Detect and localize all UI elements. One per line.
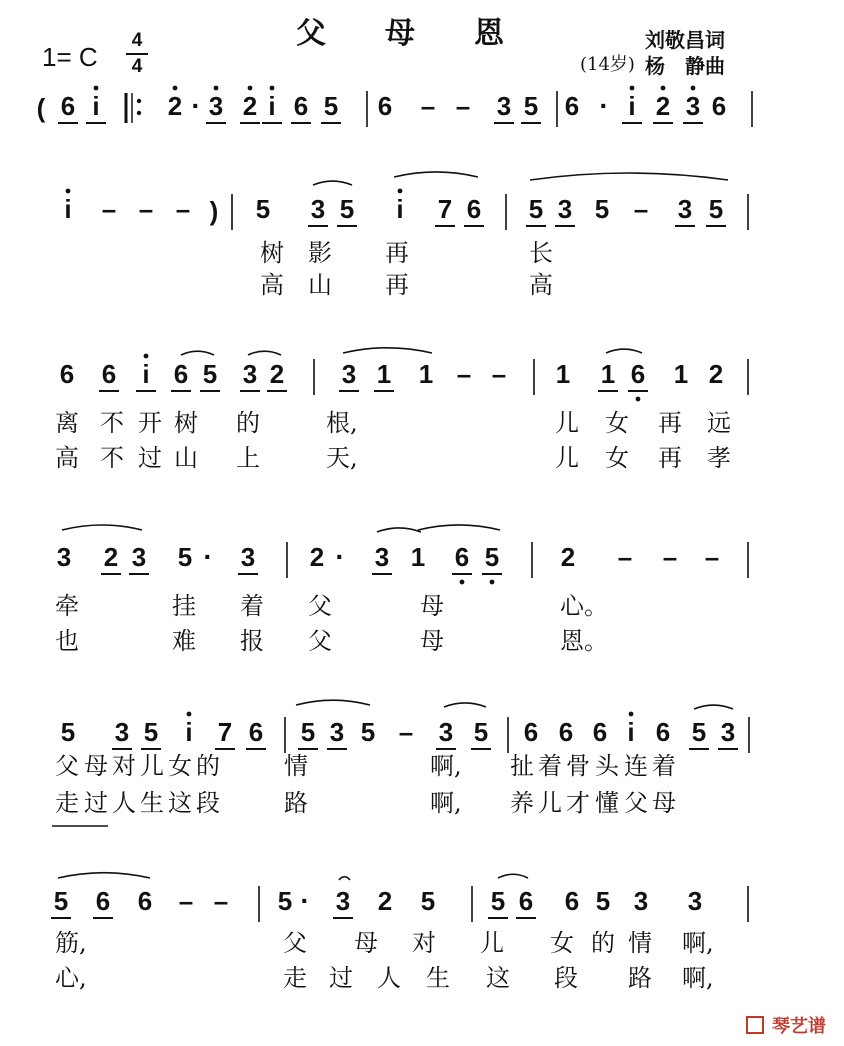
- note: 3: [438, 717, 454, 747]
- lyric-word: 天,: [326, 444, 358, 472]
- lyric-word: 女: [168, 752, 192, 780]
- note: 2: [708, 359, 724, 389]
- note: 5: [300, 717, 316, 747]
- lyric-word: 母: [84, 752, 108, 780]
- lyric-word: 对: [412, 929, 436, 957]
- note: i: [142, 359, 150, 389]
- slur: [62, 525, 142, 530]
- slur: [343, 348, 432, 353]
- lyric-word: 父: [55, 752, 79, 780]
- note: 5: [53, 886, 69, 916]
- lyric-word: 不: [100, 409, 124, 437]
- note: i: [185, 717, 193, 747]
- lyric-word: 上: [236, 444, 260, 472]
- note: 3: [496, 91, 512, 121]
- lyric-word: 筋,: [55, 929, 87, 957]
- repeat-dot: [137, 111, 141, 115]
- note: 5: [691, 717, 707, 747]
- lyric-word: 根,: [326, 409, 358, 437]
- lyric-word: 生: [426, 964, 450, 992]
- note: 5: [339, 194, 355, 224]
- lyric-word: 才: [566, 789, 590, 817]
- watermark-text: 琴艺谱: [772, 1016, 827, 1036]
- title-char: 父: [296, 16, 328, 51]
- note: 3: [114, 717, 130, 747]
- lyric-word: 的: [591, 929, 615, 957]
- note: 1: [376, 359, 392, 389]
- note: 5: [323, 91, 339, 121]
- note: 6: [293, 91, 309, 121]
- lyric-word: 长: [529, 239, 553, 267]
- octave-down-dot: [636, 397, 641, 402]
- sustain-dash: –: [101, 194, 117, 224]
- site-watermark: [746, 1012, 826, 1038]
- lyric-word: 懂: [595, 789, 619, 817]
- sustain-dash: –: [138, 194, 154, 224]
- note: 6: [454, 542, 470, 572]
- note: 3: [557, 194, 573, 224]
- lyric-word: 段: [196, 789, 220, 817]
- sustain-dash: –: [455, 91, 471, 121]
- lyric-word: 连: [624, 752, 648, 780]
- note: 3: [240, 542, 256, 572]
- octave-down-dot: [490, 580, 495, 585]
- note: 5: [528, 194, 544, 224]
- lyric-word: 段: [554, 964, 578, 992]
- slur: [58, 873, 150, 878]
- octave-up-dot: [630, 86, 635, 91]
- note: 5: [490, 886, 506, 916]
- note: 6: [248, 717, 264, 747]
- lyric-word: 路: [284, 789, 308, 817]
- lyric-word: 父: [283, 929, 307, 957]
- lyric-word: 骨: [566, 752, 590, 780]
- octave-up-dot: [187, 712, 192, 717]
- title-char: 母: [385, 16, 417, 51]
- composer-credit: 杨 静曲: [645, 54, 725, 78]
- lyric-word: 头: [595, 752, 619, 780]
- note: 5: [277, 886, 293, 916]
- note: 3: [131, 542, 147, 572]
- slur: [377, 528, 421, 532]
- lyric-word: 女: [605, 444, 629, 472]
- lyric-word: 母: [420, 627, 444, 655]
- lyric-word: 山: [174, 444, 198, 472]
- note: 5: [143, 717, 159, 747]
- lyric-word: 啊,: [430, 752, 462, 780]
- lyric-word: 也: [55, 627, 79, 655]
- octave-up-dot: [66, 189, 71, 194]
- lyric-word: 心。: [560, 592, 608, 620]
- sustain-dash: –: [662, 542, 678, 572]
- note: 2: [103, 542, 119, 572]
- note: 1: [673, 359, 689, 389]
- note: 5: [360, 717, 376, 747]
- octave-up-dot: [629, 712, 634, 717]
- slur: [444, 703, 486, 707]
- lyric-word: 这: [486, 964, 510, 992]
- note: 6: [377, 91, 393, 121]
- lyric-word: 母: [354, 929, 378, 957]
- lyric-word: 养: [510, 789, 534, 817]
- lyric-word: 扯: [510, 752, 534, 780]
- sustain-dash: –: [178, 886, 194, 916]
- time-signature: [126, 30, 148, 78]
- lyric-word: 啊,: [682, 929, 714, 957]
- lyric-word: 啊,: [430, 789, 462, 817]
- lyric-word: 远: [707, 409, 731, 437]
- sustain-dash: –: [213, 886, 229, 916]
- time-signature-top: 4: [131, 30, 143, 51]
- lyric-word: 着: [652, 752, 676, 780]
- note: 2: [560, 542, 576, 572]
- lyric-word: 影: [308, 239, 332, 267]
- note: i: [268, 91, 276, 121]
- octave-up-dot: [214, 86, 219, 91]
- lyric-word: 母: [652, 789, 676, 817]
- note: 3: [208, 91, 224, 121]
- note: 6: [655, 717, 671, 747]
- note: 5: [708, 194, 724, 224]
- slur: [296, 700, 370, 705]
- octave-up-dot: [173, 86, 178, 91]
- sustain-dash: –: [491, 359, 507, 389]
- lyric-word: 开: [138, 409, 162, 437]
- lyric-word: 不: [100, 444, 124, 472]
- lyric-word: 父: [624, 789, 648, 817]
- lyric-word: 儿: [140, 752, 164, 780]
- note: 2: [242, 91, 258, 121]
- lyric-word: 父: [308, 592, 332, 620]
- lyric-word: 过: [138, 444, 162, 472]
- octave-up-dot: [270, 86, 275, 91]
- augmentation-dot: ·: [599, 90, 609, 121]
- lyric-word: 高: [55, 444, 79, 472]
- sustain-dash: –: [633, 194, 649, 224]
- octave-up-dot: [398, 189, 403, 194]
- note: 2: [269, 359, 285, 389]
- lyric-word: 走: [55, 789, 79, 817]
- note: 5: [594, 194, 610, 224]
- note: 3: [677, 194, 693, 224]
- lyric-word: 恩。: [560, 627, 608, 655]
- note: 6: [60, 91, 76, 121]
- note: i: [92, 91, 100, 121]
- lyric-word: 过: [84, 789, 108, 817]
- lyric-word: 过: [329, 964, 353, 992]
- lyric-word: 走: [283, 964, 307, 992]
- note: 2: [377, 886, 393, 916]
- note: 3: [242, 359, 258, 389]
- slur: [694, 705, 733, 709]
- note: 5: [255, 194, 271, 224]
- note: 5: [595, 886, 611, 916]
- lyric-word: 儿: [555, 444, 579, 472]
- note: 3: [687, 886, 703, 916]
- note: 6: [711, 91, 727, 121]
- note: 6: [518, 886, 534, 916]
- augmentation-dot: ·: [335, 541, 345, 572]
- lyric-word: 人: [377, 964, 401, 992]
- note: i: [396, 194, 404, 224]
- lyric-word: 再: [658, 409, 682, 437]
- note: 7: [217, 717, 233, 747]
- lyric-word: 路: [628, 964, 652, 992]
- lyric-word: 再: [658, 444, 682, 472]
- note: i: [64, 194, 72, 224]
- lyric-word: 的: [236, 409, 260, 437]
- lyric-word: 树: [260, 239, 284, 267]
- note: 2: [309, 542, 325, 572]
- note: 3: [335, 886, 351, 916]
- lyric-word: 女: [550, 929, 574, 957]
- lyric-word: 母: [420, 592, 444, 620]
- lyric-word: 情: [628, 929, 652, 957]
- lyric-word: 再: [385, 271, 409, 299]
- lyric-word: 生: [140, 789, 164, 817]
- note: 5: [484, 542, 500, 572]
- augmentation-dot: ·: [203, 541, 213, 572]
- octave-up-dot: [94, 86, 99, 91]
- note: 6: [59, 359, 75, 389]
- note: 6: [630, 359, 646, 389]
- lyric-word: 女: [605, 409, 629, 437]
- note: 6: [523, 717, 539, 747]
- lyric-word: 这: [168, 789, 192, 817]
- octave-up-dot: [144, 354, 149, 359]
- note: 5: [420, 886, 436, 916]
- note: 6: [137, 886, 153, 916]
- note: 3: [633, 886, 649, 916]
- paren: ): [209, 196, 219, 226]
- composer-age: (14岁): [580, 54, 635, 75]
- lyric-word: 高: [529, 271, 553, 299]
- note: 6: [564, 886, 580, 916]
- lyric-word: 挂: [172, 592, 196, 620]
- logo-icon: [746, 1016, 764, 1034]
- title-char: 恩: [474, 16, 506, 51]
- note: 1: [600, 359, 616, 389]
- lyric-word: 儿: [480, 929, 504, 957]
- note: 5: [202, 359, 218, 389]
- slur: [530, 173, 728, 180]
- note: 3: [56, 542, 72, 572]
- key-signature: 1= C: [42, 42, 98, 72]
- lyricist-credit: 刘敬昌词: [645, 28, 725, 52]
- note: 3: [329, 717, 345, 747]
- lyric-word: 人: [112, 789, 136, 817]
- lyric-word: 心,: [55, 964, 87, 992]
- sustain-dash: –: [420, 91, 436, 121]
- note: i: [628, 91, 636, 121]
- lyric-word: 对: [112, 752, 136, 780]
- octave-up-dot: [248, 86, 253, 91]
- slur: [313, 181, 352, 185]
- song-title: [296, 8, 506, 52]
- note: 2: [167, 91, 183, 121]
- octave-up-dot: [661, 86, 666, 91]
- note: 6: [564, 91, 580, 121]
- sustain-dash: –: [617, 542, 633, 572]
- sustain-dash: –: [456, 359, 472, 389]
- note: 1: [410, 542, 426, 572]
- lyric-word: 报: [240, 627, 264, 655]
- repeat-dot: [137, 99, 141, 103]
- note: 6: [101, 359, 117, 389]
- lyric-word: 再: [385, 239, 409, 267]
- lyric-word: 树: [174, 409, 198, 437]
- note: 3: [310, 194, 326, 224]
- augmentation-dot: ·: [191, 90, 201, 121]
- sustain-dash: –: [175, 194, 191, 224]
- lyric-word: 情: [284, 752, 308, 780]
- note: 3: [341, 359, 357, 389]
- slur: [248, 351, 281, 355]
- note: 5: [523, 91, 539, 121]
- slur: [181, 351, 214, 355]
- slur: [339, 877, 350, 880]
- note: 2: [655, 91, 671, 121]
- paren: (: [36, 93, 46, 123]
- note: 7: [437, 194, 453, 224]
- note: 6: [95, 886, 111, 916]
- note: 3: [685, 91, 701, 121]
- slur: [606, 349, 642, 353]
- note: 3: [720, 717, 736, 747]
- lyric-word: 儿: [555, 409, 579, 437]
- note: 6: [173, 359, 189, 389]
- augmentation-dot: ·: [300, 885, 310, 916]
- note: 6: [592, 717, 608, 747]
- note: 1: [555, 359, 571, 389]
- slur: [498, 874, 528, 878]
- octave-down-dot: [460, 580, 465, 585]
- lyric-word: 儿: [538, 789, 562, 817]
- time-signature-bottom: 4: [131, 56, 143, 77]
- note: 1: [418, 359, 434, 389]
- note: 5: [177, 542, 193, 572]
- lyric-word: 着: [538, 752, 562, 780]
- lyric-word: 孝: [707, 444, 731, 472]
- lyric-word: 高: [260, 271, 284, 299]
- sustain-dash: –: [704, 542, 720, 572]
- lyric-word: 牵: [55, 592, 79, 620]
- slur: [418, 525, 500, 530]
- note: 5: [473, 717, 489, 747]
- slur: [394, 172, 478, 177]
- note: 5: [60, 717, 76, 747]
- lyric-word: 山: [308, 271, 332, 299]
- lyric-word: 着: [240, 592, 264, 620]
- note: 6: [466, 194, 482, 224]
- note: 3: [374, 542, 390, 572]
- lyric-word: 离: [55, 409, 79, 437]
- lyric-word: 父: [308, 627, 332, 655]
- lyric-word: 的: [196, 752, 220, 780]
- lyric-word: 啊,: [682, 964, 714, 992]
- sustain-dash: –: [398, 717, 414, 747]
- octave-up-dot: [691, 86, 696, 91]
- lyric-word: 难: [172, 627, 196, 655]
- note: 6: [558, 717, 574, 747]
- time-signature-line: [126, 53, 148, 55]
- note: i: [627, 717, 635, 747]
